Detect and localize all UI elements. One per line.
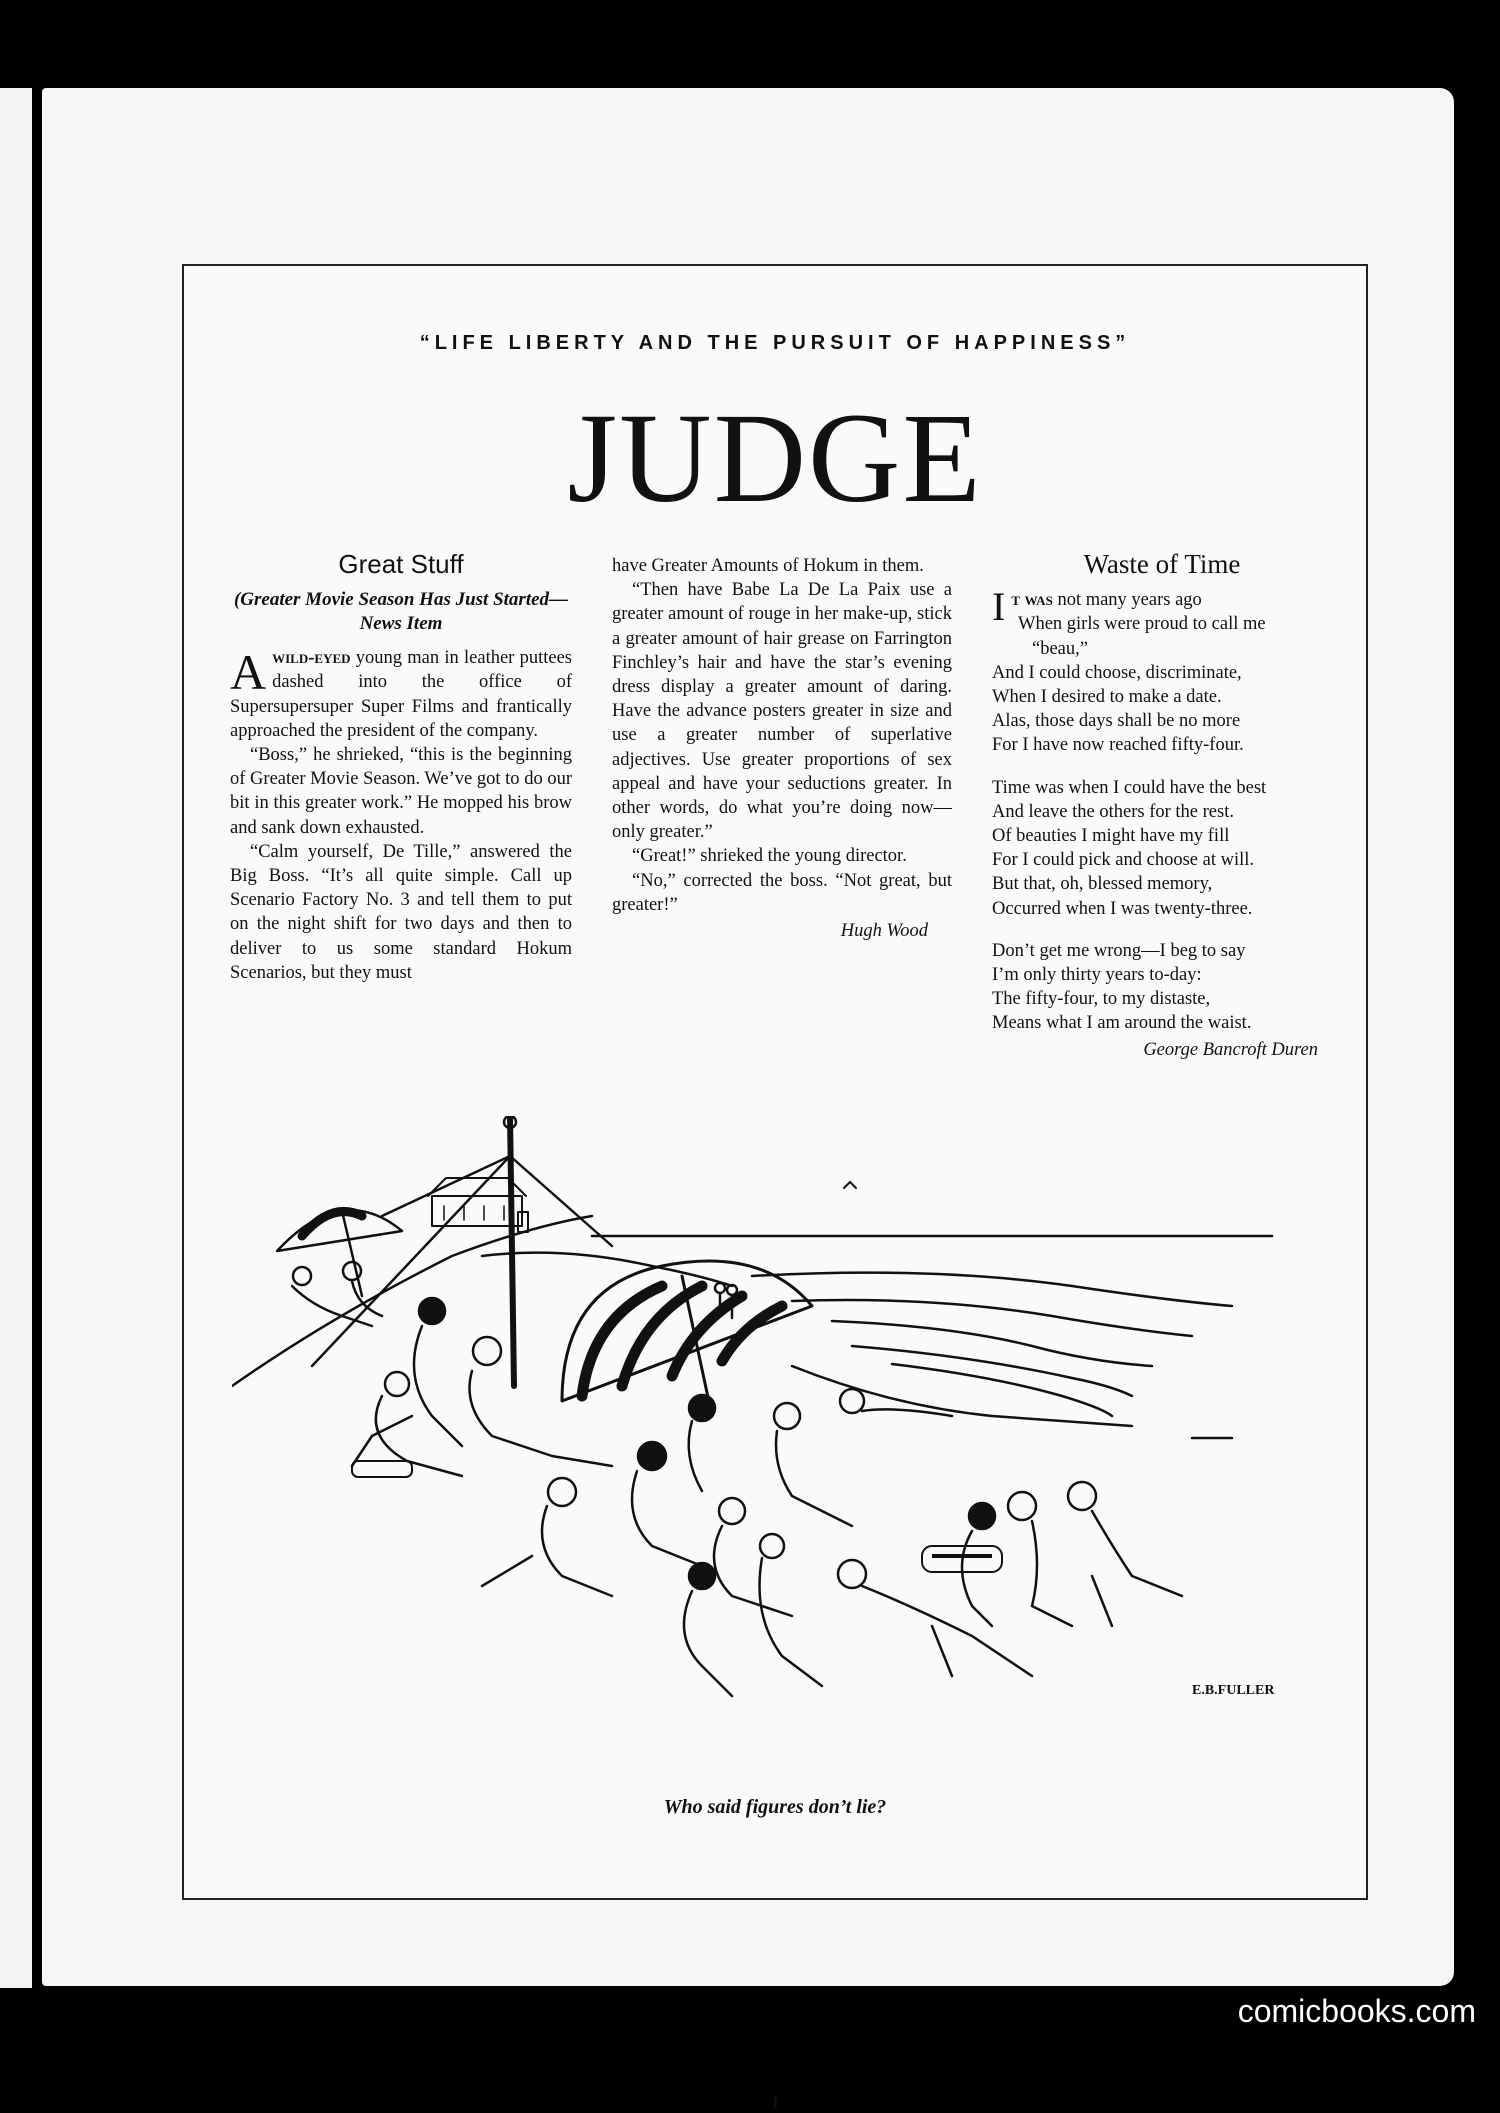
artist-signature: E.B.FULLER <box>1192 1683 1275 1698</box>
cartoon-caption: Who said figures don’t lie? <box>663 1796 887 1818</box>
article-paragraph: have Greater Amounts of Hokum in them. <box>612 556 924 576</box>
article-paragraph: “Calm yourself, De Tille,” answered the Big Boss. “It’s all quite simple. Call up Scenario Factory No. 3 and tell them to put on the night shift for two days and then to deliver to us some standard Hokum Scenarios, but they must <box>230 841 572 983</box>
article-column-1 <box>230 549 572 985</box>
lead-words: wild-eyed <box>272 648 351 669</box>
poem-line: Of beauties I might have my fill <box>992 826 1230 847</box>
article-column-2 <box>612 554 952 943</box>
poem-stanza <box>992 584 1332 757</box>
poem-line: And leave the others for the rest. <box>992 801 1234 822</box>
poem-line: The fifty-four, to my distaste, <box>992 989 1211 1010</box>
drop-cap: I <box>992 584 1006 630</box>
article-paragraph: “Boss,” he shrieked, “this is the beginning of Greater Movie Season. We’ve got to do our bit in this greater work.” He mopped his brow and sank down exhausted. <box>230 745 572 838</box>
article-paragraph: “Then have Babe La De La Paix use a greater amount of rouge in her make-up, stick a greater amount of hair grease on Farrington Finchley’s hair and have the star’s evening dress display a greater amount of daring. Have the advance posters greater in size and use a greater number of superlative adjectives. Use greater proportions of sex appeal and have your seductions greater. In other words, do what you’re doing now—only greater.” <box>612 580 952 843</box>
beach-cartoon-illustration <box>232 1116 1322 1766</box>
poem-line: “beau,” <box>1032 638 1088 659</box>
poem-line: Don’t get me wrong—I beg to say <box>992 940 1246 961</box>
poem-title: Waste of Time <box>1083 549 1241 579</box>
poem-body <box>992 584 1332 1035</box>
watermark: comicbooks.com <box>1237 1993 1476 2029</box>
motto: “LIFE LIBERTY AND THE PURSUIT OF HAPPINESS” <box>419 332 1131 354</box>
poem-line: Occurred when I was twenty-three. <box>992 898 1253 919</box>
drop-cap: A <box>230 644 267 701</box>
poem-stanza <box>992 776 1332 921</box>
poem-line-text: not many years ago <box>1052 590 1202 611</box>
paragraph-text: young man in leather puttees dashed into the office of Supersupersuper Super Films and frantically approached the president of the company. <box>230 648 572 741</box>
masthead-title: JUDGE <box>567 387 983 529</box>
poem-line: And I could choose, discriminate, <box>992 662 1242 683</box>
poem-line: Alas, those days shall be no more <box>992 711 1241 732</box>
poem-line: For I could pick and choose at will. <box>992 850 1255 871</box>
poem-line: When I desired to make a date. <box>992 687 1222 708</box>
article-paragraph: “No,” corrected the boss. “Not great, but greater!” <box>612 870 952 915</box>
article-author: Hugh Wood <box>840 921 928 942</box>
article-subtitle: (Greater Movie Season Has Just Started—News Item <box>233 589 569 635</box>
article-paragraph: “Great!” shrieked the young director. <box>632 846 907 867</box>
poem-line: Time was when I could have the best <box>992 777 1267 798</box>
page-number: 1 <box>770 2092 780 2112</box>
poem-column <box>992 549 1332 1062</box>
poem-author: George Bancroft Duren <box>1143 1039 1318 1060</box>
previous-page-edge <box>0 88 32 1988</box>
lead-words: t was <box>1011 590 1053 611</box>
poem-line: When girls were proud to call me <box>1018 614 1266 635</box>
poem-line: For I have now reached fifty-four. <box>992 735 1244 756</box>
poem-stanza <box>992 939 1332 1036</box>
poem-line: I’m only thirty years to-day: <box>992 965 1202 986</box>
article-title: Great Stuff <box>338 549 464 579</box>
poem-line: Means what I am around the waist. <box>992 1013 1252 1034</box>
poem-line: But that, oh, blessed memory, <box>992 874 1213 895</box>
article-paragraph <box>230 646 572 743</box>
